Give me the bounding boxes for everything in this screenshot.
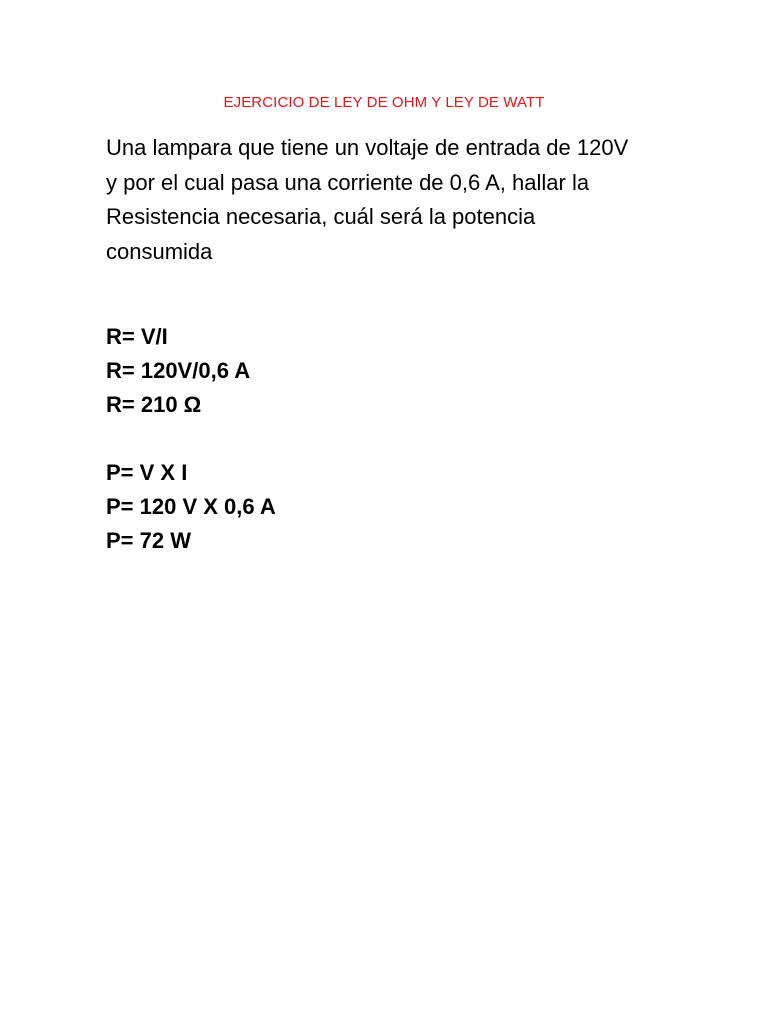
power-calculation bbox=[106, 456, 276, 558]
power-formula: P= V X I bbox=[106, 460, 188, 485]
power-substitution: P= 120 V X 0,6 A bbox=[106, 494, 276, 519]
problem-line: Una lampara que tiene un voltaje de entrada de 120V bbox=[106, 135, 629, 160]
resistance-result: R= 210 Ω bbox=[106, 392, 202, 417]
problem-line: consumida bbox=[106, 238, 213, 264]
resistance-calculation bbox=[106, 320, 250, 422]
resistance-substitution: R= 120V/0,6 A bbox=[106, 358, 251, 383]
power-result: P= 72 W bbox=[106, 528, 191, 553]
problem-statement bbox=[106, 131, 706, 269]
resistance-formula: R= V/I bbox=[106, 324, 168, 349]
problem-line: y por el cual pasa una corriente de 0,6 A, hallar la bbox=[106, 169, 590, 195]
problem-line: Resistencia necesaria, cuál será la potencia bbox=[106, 204, 536, 229]
document-title: EJERCICIO DE LEY DE OHM Y LEY DE WATT bbox=[223, 94, 545, 111]
